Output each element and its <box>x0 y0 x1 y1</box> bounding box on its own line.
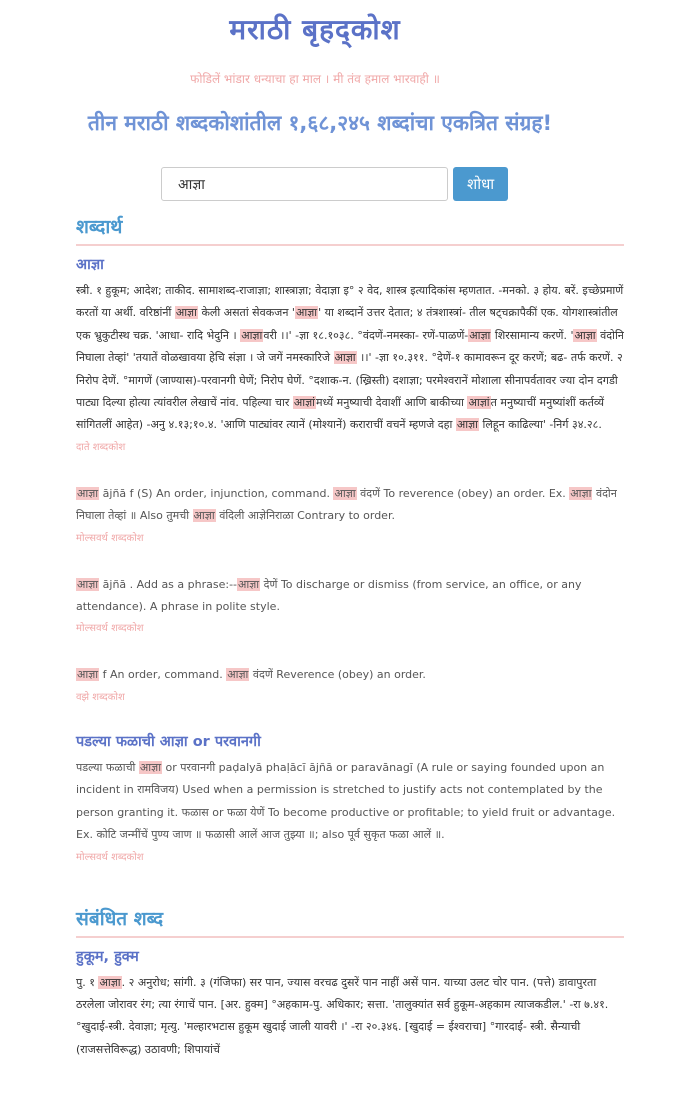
highlighted-term: आज्ञा <box>469 328 491 342</box>
site-title[interactable]: मराठी बृहद्कोश <box>229 13 401 46</box>
search-button[interactable]: शोधा <box>453 167 508 201</box>
highlighted-term: आज्ञा <box>175 306 197 320</box>
page <box>0 10 624 1061</box>
source-label[interactable]: वझे शब्दकोश <box>76 691 125 703</box>
entry-title[interactable]: आज्ञा <box>76 257 104 273</box>
highlighted-term: आज्ञा <box>77 486 99 500</box>
entry-body: आज्ञा ājñā f (S) An order, injunction, command. आज्ञा वंदणें To reverence (obey) an order. Ex. आज्ञा वंदोन निघाला तेव्हां ॥ Also तुमची आज्ञा वंदिली आज्ञेनिराळा Contrary to order. <box>76 486 617 523</box>
highlighted-term: आज्ञा <box>99 975 121 989</box>
highlighted-term: आज्ञा <box>241 328 263 342</box>
highlighted-term: आज्ञां <box>293 396 316 410</box>
section-heading-related: संबंधित शब्द <box>76 905 624 938</box>
highlighted-term: आज्ञा <box>77 668 99 682</box>
entry-title[interactable]: हुकूम, हुक्म <box>76 948 139 965</box>
tagline: फोडिलें भांडार धन्याचा हा माल । मी तंव हमाल भारवाही ॥ <box>190 72 440 86</box>
highlighted-term: आज्ञा <box>227 668 249 682</box>
source-label[interactable]: मोल्सवर्थ शब्दकोश <box>76 623 144 635</box>
highlighted-term: आज्ञा <box>570 486 592 500</box>
highlighted-term: आज्ञा <box>139 760 162 774</box>
highlighted-term: आज्ञा <box>334 351 356 365</box>
entry-body: पडल्या फळाची आज्ञा or परवानगी paḍalyā phaḷācī ājñā or paravānagī (A rule or saying founded upon an incident in रामविजय) Used when a permission is stretched to justify acts not contemplated by the person granting it. फळास or फळा येणें To become productive or profitable; to yield fruit or advantage. Ex. कोटि जन्मींचें पुण्य जाण ॥ फळासी आलें आज तुझ्या ॥; also पूर्व सुकृत फळा आलें ॥. <box>76 760 616 842</box>
entry-body: आज्ञा f An order, command. आज्ञा वंदणें Reverence (obey) an order. <box>77 668 426 682</box>
entry-body: आज्ञा ājñā . Add as a phrase:--आज्ञा देणें To discharge or dismiss (from service, an office, or any attendance). A phrase in polite style. <box>76 577 582 614</box>
highlighted-term: आज्ञां <box>468 396 490 410</box>
entry-body: पु. १ आज्ञा. २ अनुरोध; सांगी. ३ (गंजिफा) सर पान, ज्यास वरचढ दुसरें पान नाहीं असें पान. याच्या उलट चोर पान. (पत्ते) डावापुरता ठरलेला जोरावर रंग; त्या रंगाचें पान. [अर. हुक्म] °अहकाम-पु. अधिकार; सत्ता. 'तालुक्यांत सर्व हुकूम-अहकाम त्याजकडील.' -रा ७.४१. °खुदाई-स्त्री. देवाज्ञा; मृत्यु. 'मल्हारभटास हुकूम खुदाई जाली यावरी ।' -रा २०.३४६. [खुदाई = ईश्वराचा] °गारदाई- स्त्री. सैन्याची (राजसत्तेविरूद्ध) उठावणी; शिपायांचें <box>76 975 609 1056</box>
highlighted-term: आज्ञा <box>193 509 215 523</box>
entry-title[interactable]: पडल्या फळाची आज्ञा or परवानगी <box>76 733 261 750</box>
highlighted-term: आज्ञा <box>295 306 318 320</box>
search-form <box>161 167 624 201</box>
highlighted-term: आज्ञा <box>456 418 478 432</box>
highlighted-term: आज्ञा <box>334 486 356 500</box>
source-label[interactable]: दाते शब्दकोश <box>76 441 126 453</box>
source-label[interactable]: मोल्सवर्थ शब्दकोश <box>76 532 144 544</box>
source-label[interactable]: मोल्सवर्थ शब्दकोश <box>76 851 144 863</box>
entry-body: स्त्री. १ हुकूम; आदेश; ताकीद. सामाशब्द-राजाज्ञा; शास्त्राज्ञा; वेदाज्ञा इ° २ वेद, शास्त्र इत्यादिकांस म्हणतात. -मनको. ३ होय. बरें. इच्छेप्रमाणें करतों या अर्थी. वरिष्ठांनीं आज्ञा केली असतां सेवकजन 'आज्ञा' या शब्दानें उत्तर देतात; ४ तंत्रशास्त्रां- तील षट्चक्रापैकीं एक. योगशास्त्रांतील एक भ्रुकुटीस्थ चक्र. 'आधा- रादि भेदुनि । आज्ञावरी ।।' -ज्ञा १८.१०३८. °वंदणें-नमस्का- रणें-पाळणें-आज्ञा शिरसामान्य करणें. 'आज्ञा वंदोनि निघाला तेव्हां' 'तयातें वोळखावया हेचि संज्ञा । जे जगें नमस्कारिजे आज्ञा ।।' -ज्ञा १०.३११. °देणें-१ कामावरून दूर करणें; बढ- तर्फ करणें. २ निरोप देणें. °मागणें (जाण्यास)-परवानगी घेणें; निरोप घेणें. °दशाक-न. (ख्रिस्ती) दशाज्ञा; परमेश्वरानें मोशाला सीनापर्वतावर ज्या दोन दगडी पाट्या दिल्या होत्या त्यांवरील लेखाचें नांव. पहिल्या चार आज्ञांमध्यें मनुष्याची देवाशीं आणि बाकीच्या आज्ञांत मनुष्याचीं मनुष्यांशीं कर्तव्यें सांगितलीं आहेत) -अनु ४.१३;१०.४. 'आणि पाट्यांवर त्यानें (मोश्यानें) कराराचीं वचनें म्हणजे दहा आज्ञा लिहून काढिल्या' -निर्ग ३४.२८. <box>76 284 624 432</box>
headline: तीन मराठी शब्दकोशांतील १,६८,२४५ शब्दांचा एकत्रित संग्रह! <box>87 111 553 135</box>
highlighted-term: आज्ञा <box>238 577 260 591</box>
related-section <box>76 905 624 1062</box>
meanings-section <box>76 213 624 863</box>
search-input[interactable] <box>161 167 448 201</box>
highlighted-term: आज्ञा <box>574 328 596 342</box>
highlighted-term: आज्ञा <box>77 577 99 591</box>
section-heading-meanings: शब्दार्थ <box>76 213 624 246</box>
